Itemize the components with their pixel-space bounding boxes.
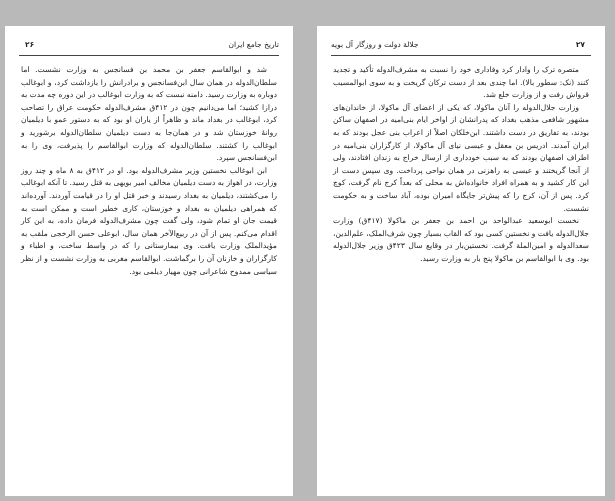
right-header-rule [331,55,591,56]
right-page [317,26,605,496]
left-page-body [21,64,277,278]
left-paragraph-2: ابن ابوغالب نخستین وزیر مشرف‌الدوله بود. او در ۴۱۲ق به ۸ ماه و چند روز وزارت، در اهواز به دست دیلمیان مخالف امیر بویهی به قتل رسید. تا آنکه ابوغالب را می‌کشتند، دیلمیان به بغداد رسیدند و خبر قتل او را در قیامت آوردند. آورده‌اند که همراهی دیلمیان به بغداد و خوزستان، کاری خطیر است و ممکن است به قیمت جان او تمام شود، ولی گفت چون مشرف‌الدوله فرمان داده، به این کار اقدام می‌کنم. پس از آن در ربیع‌الآخر همان سال، ابوعلی حسن الرخجی ملقب به مؤیدالملک وزارت یافت. وی بیمارستانی را که در واسط ساخت، و اطباء و کارگزاران و خازنان آن را برگماشت. ابوالقاسم مغربی به وزارت نشست و از نظر سیاسی ممدوح شاعرانی چون مهیار دیلمی بود. [21,165,277,276]
right-page-number: ۲۷ [575,40,585,49]
right-page-header-title: جلالة دولت و روزگار آل بویه [331,40,419,49]
left-header-rule [19,55,279,56]
left-paragraph-1: شد و ابوالقاسم جعفر بن محمد بن فسانجس به وزارت نشست. اما سلطان‌الدوله در همان سال ابن‌فسانجس و برادرانش را بازداشت کرد، و ابوغالب دوباره به وزارت رسید. دامنه نبست که به وزارت ابوغالب در این دوره چه مدت به درازا کشید؛ اما می‌دانیم چون در ۴۱۲ق مشرف‌الدوله حکومت عراق را تصاحب کرد، ابوغالب در بغداد ماند و ظاهراً از یاران او بود که به دستور عمو با دیلمیان روانهٔ خوزستان شد و در همان‌جا به دست دیلمیان سلطان‌الدوله برشورید و ابوغالب را کشتند. سلطان‌الدوله که وزارت ابوالقاسم را پذیرفت، وی را به ابن‌فسانجس سپرد. [21,65,277,163]
right-paragraph-2: وزارت جلال‌الدوله را آنان ماکولا، که یکی از اعضای آل ماکولا، از خاندان‌های مشهور شافعی مذهب بغداد که پدرانشان از اواخر ایام بنی‌امیه در اصفهان ساکن بودند، به تفاریق در دست داشتند. ابن‌خلکان اصلاً از اعراب بنی عجل بودند که به ایران آمدند. ادریس بن معقل و عیسی نیای آل ماکولا، از کارگزاران بنی‌امیه در اطراف اصفهان بودند که به سبب خودداری از ارسال خراج به زندان افتادند، ولی از آنجا گریختند و عیسی به راهزنی در همان نواحی پرداخت. وی سپس دست از این کار کشید و به همراه افراد خانواده‌اش به محلی که بعداً کرج نام گرفت، کوچ کرد. پس از آن، کرج را که پیش‌تر جایگاه امیران بوده، آباد ساخت و به حکومت نشست. [333,102,589,213]
left-page-number: ۲۶ [25,40,35,49]
right-paragraph-3: نخست ابوسعید عبدالواحد بن احمد بن جعفر بن ماکولا (۴۱۷ق) وزارت جلال‌الدوله یافت و نخستین کسی بود که القاب بسیار چون شرف‌الملک، علم‌الدین، سعدالدوله و امین‌الملة گرفت. نخستین‌بار در وقایع سال ۴۲۳ق وزیر جلال‌الدوله بود. وی با ابوالقاسم بن ماکولا پنج بار به وزارت رسید. [333,216,589,263]
right-paragraph-1: متصره ترک را وادار کرد وفاداری خود را نسبت به مشرف‌الدوله تأکید و تجدید کنند (نک: سطور بالا). اما چندی بعد از دست ترکان گریخت و به سوی ابوالمسیب قرواش رفت و از وزارت خلع شد. [333,65,589,100]
right-page-header [331,40,591,53]
left-page [5,26,293,496]
left-page-header-title: تاریخ جامع ایران [228,40,279,49]
right-page-body [333,64,589,266]
left-page-header [19,40,279,53]
